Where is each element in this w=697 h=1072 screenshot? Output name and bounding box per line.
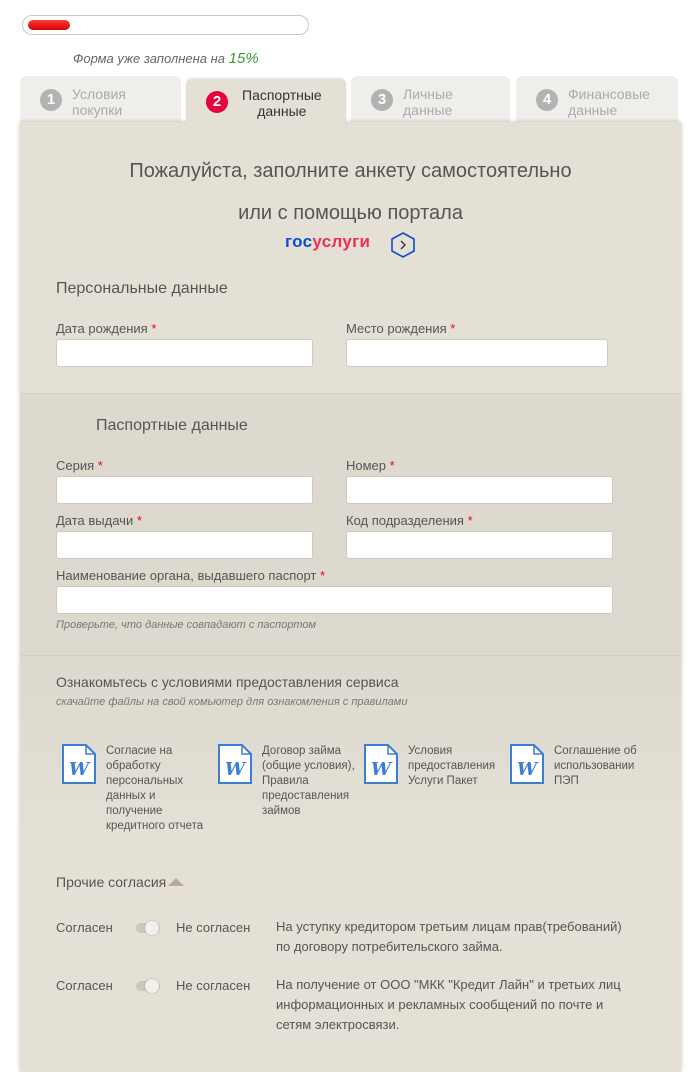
tab-label-line: Условия — [72, 86, 126, 102]
tab-step-number: 3 — [371, 89, 393, 111]
terms-subtitle: скачайте файлы на свой комьютер для ознакомления с правилами — [56, 696, 408, 708]
doc-title-line: Услуги Пакет — [408, 775, 478, 787]
consents-toggle-title[interactable] — [56, 874, 184, 890]
doc-title-line: получение — [106, 805, 163, 817]
consent-1-disagree-label[interactable]: Не согласен — [176, 920, 251, 935]
required-mark: * — [136, 513, 142, 528]
required-mark: * — [450, 321, 456, 336]
tab-label-line: данные — [403, 102, 453, 118]
tab-label-line: Финансовые — [568, 86, 650, 102]
tab-step-number: 4 — [536, 89, 558, 111]
consent-1-toggle[interactable] — [136, 923, 160, 933]
consent-1-text — [276, 917, 646, 957]
gosuslugi-logo-part: услуги — [312, 232, 371, 251]
consent-text-line: сетям электросвязи. — [276, 1017, 400, 1032]
passport-hint: Проверьте, что данные совпадают с паспортом — [56, 619, 317, 631]
doc-title-line: Согласие на — [106, 745, 173, 757]
passport-section-title: Паспортные данные — [96, 417, 248, 434]
doc-title-line: предоставления — [262, 790, 350, 802]
consent-text-line: На получение от ООО "МКК "Кредит Лайн" и третьих лиц — [276, 977, 621, 992]
word-doc-icon — [218, 744, 252, 784]
label-text: Код подразделения — [346, 513, 464, 528]
doc-title-line: обработку — [106, 760, 161, 772]
gosuslugi-arrow-icon[interactable] — [391, 232, 415, 258]
terms-title: Ознакомьтесь с условиями предоставления сервиса — [56, 674, 399, 690]
toggle-knob — [145, 921, 159, 935]
label-text: Дата выдачи — [56, 513, 134, 528]
caret-up-icon — [168, 878, 184, 886]
dept-code-input[interactable] — [346, 531, 613, 559]
consents-title-text: Прочие согласия — [56, 874, 167, 890]
consent-text-line: На уступку кредитором третьим лицам прав(требований) — [276, 919, 622, 934]
birth-date-input[interactable] — [56, 339, 313, 367]
tab-label-line: данные — [568, 102, 618, 118]
hero-line-1: Пожалуйста, заполните анкету самостоятельно — [129, 160, 572, 182]
svg-text:W: W — [224, 759, 246, 780]
form-panel — [20, 122, 681, 1072]
label-text: Серия — [56, 458, 95, 473]
word-doc-icon — [62, 744, 96, 784]
tab-financial-data[interactable] — [516, 76, 678, 122]
hero-line-2: или с помощью портала — [238, 202, 463, 224]
word-doc-icon — [364, 744, 398, 784]
tab-label-line: Личные — [403, 86, 453, 102]
tab-step-number: 1 — [40, 89, 62, 111]
doc-title-line: ПЭП — [554, 775, 579, 787]
issuer-input[interactable] — [56, 586, 613, 614]
tab-personal-data[interactable] — [351, 76, 510, 122]
doc-title-line: предоставления — [408, 760, 496, 772]
required-mark: * — [151, 321, 157, 336]
gosuslugi-logo-part: гос — [285, 232, 313, 251]
birth-place-input[interactable] — [346, 339, 608, 367]
passport-number-input[interactable] — [346, 476, 613, 504]
required-mark: * — [389, 458, 395, 473]
doc-title — [106, 744, 226, 834]
consent-2-text — [276, 975, 646, 1035]
label-text: Номер — [346, 458, 387, 473]
progress-caption — [73, 50, 259, 67]
progress-bar — [22, 15, 309, 35]
terms-section — [20, 655, 681, 836]
birth-date-label — [56, 321, 156, 336]
doc-title-line: Соглашение об — [554, 745, 637, 757]
progress-percent: 15% — [228, 50, 259, 67]
gosuslugi-logo[interactable] — [285, 232, 370, 252]
progress-fill — [28, 20, 70, 30]
tab-purchase-terms[interactable] — [20, 76, 181, 122]
doc-title-line: займов — [262, 805, 301, 817]
personal-section-title: Персональные данные — [56, 280, 228, 297]
doc-title-line: Условия — [408, 745, 453, 757]
word-doc-icon — [510, 744, 544, 784]
required-mark: * — [320, 568, 326, 583]
issue-date-label — [56, 513, 142, 528]
tab-passport-data[interactable] — [186, 79, 346, 126]
tab-label-line: Паспортные — [242, 87, 322, 103]
tab-label — [403, 86, 453, 118]
number-label — [346, 458, 395, 473]
consent-2-disagree-label[interactable]: Не согласен — [176, 978, 251, 993]
doc-title-line: Правила — [262, 775, 309, 787]
doc-title-line: кредитного отчета — [106, 820, 204, 832]
doc-title-line: (общие условия), — [262, 760, 355, 772]
progress-caption-text: Форма уже заполнена на — [73, 51, 226, 66]
toggle-knob — [145, 979, 159, 993]
doc-title-line: персональных — [106, 775, 184, 787]
consent-text-line: по договору потребительского займа. — [276, 939, 503, 954]
tab-label-line: данные — [257, 103, 307, 119]
required-mark: * — [97, 458, 103, 473]
required-mark: * — [467, 513, 473, 528]
consent-1-agree-label[interactable]: Согласен — [56, 920, 113, 935]
doc-title-line: Договор займа — [262, 745, 342, 757]
svg-text:W: W — [516, 759, 538, 780]
svg-text:W: W — [370, 759, 392, 780]
issue-date-input[interactable] — [56, 531, 313, 559]
series-label — [56, 458, 103, 473]
label-text: Наименование органа, выдавшего паспорт — [56, 568, 317, 583]
birth-place-label — [346, 321, 455, 336]
label-text: Дата рождения — [56, 321, 148, 336]
tab-label-line: покупки — [72, 102, 123, 118]
doc-title-line: данных и — [106, 790, 156, 802]
tab-label — [242, 87, 322, 119]
consent-text-line: информационных и рекламных сообщений по почте и — [276, 997, 604, 1012]
consent-2-toggle[interactable] — [136, 981, 160, 991]
passport-series-input[interactable] — [56, 476, 313, 504]
svg-text:W: W — [68, 759, 90, 780]
tab-step-number: 2 — [206, 91, 228, 113]
dept-code-label — [346, 513, 473, 528]
label-text: Место рождения — [346, 321, 447, 336]
doc-title — [554, 744, 674, 789]
doc-title-line: использовании — [554, 760, 635, 772]
tab-label — [72, 86, 126, 118]
consent-2-agree-label[interactable]: Согласен — [56, 978, 113, 993]
issuer-label — [56, 568, 325, 583]
tab-label — [568, 86, 650, 118]
passport-section — [20, 393, 681, 656]
